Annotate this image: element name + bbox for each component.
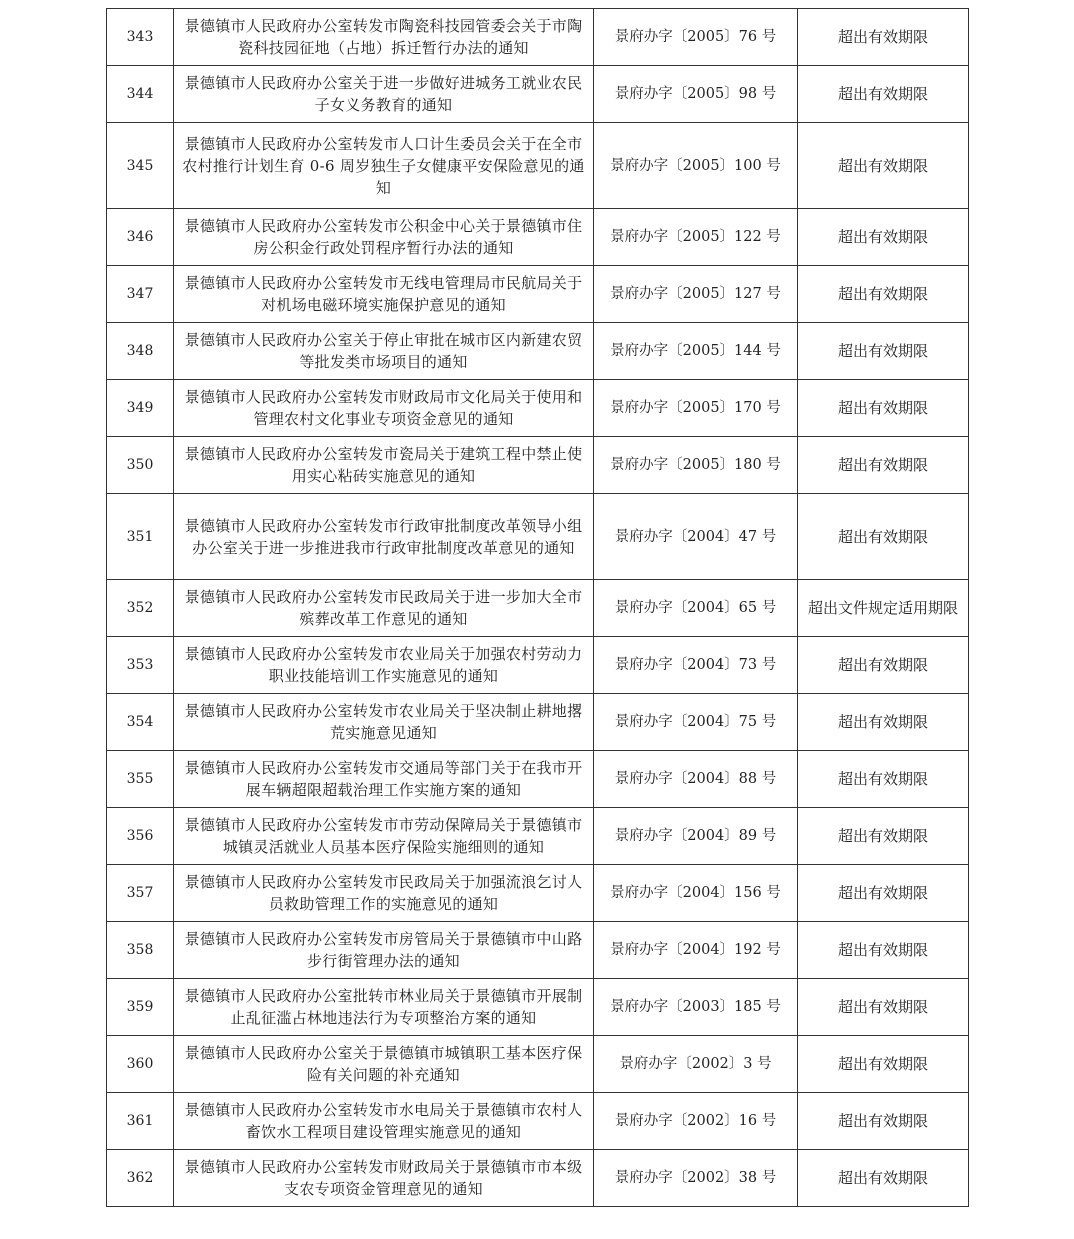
table-row bbox=[107, 751, 969, 808]
row-number: 357 bbox=[107, 865, 174, 922]
table-row bbox=[107, 323, 969, 380]
table-row bbox=[107, 865, 969, 922]
document-title: 景德镇市人民政府办公室转发市无线电管理局市民航局关于对机场电磁环境实施保护意见的通知 bbox=[174, 266, 594, 323]
repeal-reason: 超出有效期限 bbox=[798, 494, 969, 580]
document-title: 景德镇市人民政府办公室关于进一步做好进城务工就业农民子女义务教育的通知 bbox=[174, 66, 594, 123]
repeal-reason: 超出文件规定适用期限 bbox=[798, 580, 969, 637]
document-title: 景德镇市人民政府办公室转发市财政局市文化局关于使用和管理农村文化事业专项资金意见的通知 bbox=[174, 380, 594, 437]
repeal-reason: 超出有效期限 bbox=[798, 694, 969, 751]
row-number: 343 bbox=[107, 9, 174, 66]
row-number: 362 bbox=[107, 1150, 174, 1207]
row-number: 361 bbox=[107, 1093, 174, 1150]
repeal-reason: 超出有效期限 bbox=[798, 66, 969, 123]
document-title: 景德镇市人民政府办公室转发市水电局关于景德镇市农村人畜饮水工程项目建设管理实施意见的通知 bbox=[174, 1093, 594, 1150]
repeal-reason: 超出有效期限 bbox=[798, 979, 969, 1036]
repeal-reason: 超出有效期限 bbox=[798, 9, 969, 66]
row-number: 360 bbox=[107, 1036, 174, 1093]
document-title: 景德镇市人民政府办公室转发市财政局关于景德镇市市本级支农专项资金管理意见的通知 bbox=[174, 1150, 594, 1207]
row-number: 355 bbox=[107, 751, 174, 808]
document-title: 景德镇市人民政府办公室转发市公积金中心关于景德镇市住房公积金行政处罚程序暂行办法的通知 bbox=[174, 209, 594, 266]
row-number: 356 bbox=[107, 808, 174, 865]
document-number: 景府办字〔2003〕185 号 bbox=[594, 979, 798, 1036]
document-title: 景德镇市人民政府办公室转发市交通局等部门关于在我市开展车辆超限超载治理工作实施方案的通知 bbox=[174, 751, 594, 808]
row-number: 358 bbox=[107, 922, 174, 979]
document-number: 景府办字〔2002〕38 号 bbox=[594, 1150, 798, 1207]
document-title: 景德镇市人民政府办公室转发市市劳动保障局关于景德镇市城镇灵活就业人员基本医疗保险实施细则的通知 bbox=[174, 808, 594, 865]
table-row bbox=[107, 123, 969, 209]
document-number: 景府办字〔2005〕170 号 bbox=[594, 380, 798, 437]
document-title: 景德镇市人民政府办公室转发市农业局关于加强农村劳动力职业技能培训工作实施意见的通知 bbox=[174, 637, 594, 694]
table-body bbox=[107, 9, 969, 1207]
document-title: 景德镇市人民政府办公室转发市陶瓷科技园管委会关于市陶瓷科技园征地（占地）拆迁暂行办法的通知 bbox=[174, 9, 594, 66]
table-row bbox=[107, 922, 969, 979]
table-row bbox=[107, 209, 969, 266]
document-number: 景府办字〔2005〕122 号 bbox=[594, 209, 798, 266]
repeal-reason: 超出有效期限 bbox=[798, 323, 969, 380]
document-number: 景府办字〔2005〕180 号 bbox=[594, 437, 798, 494]
document-number: 景府办字〔2002〕3 号 bbox=[594, 1036, 798, 1093]
document-title: 景德镇市人民政府办公室转发市民政局关于进一步加大全市殡葬改革工作意见的通知 bbox=[174, 580, 594, 637]
row-number: 359 bbox=[107, 979, 174, 1036]
document-number: 景府办字〔2005〕98 号 bbox=[594, 66, 798, 123]
table-row bbox=[107, 494, 969, 580]
row-number: 353 bbox=[107, 637, 174, 694]
row-number: 348 bbox=[107, 323, 174, 380]
table-row bbox=[107, 66, 969, 123]
document-number: 景府办字〔2004〕73 号 bbox=[594, 637, 798, 694]
repeal-reason: 超出有效期限 bbox=[798, 437, 969, 494]
row-number: 354 bbox=[107, 694, 174, 751]
repeal-reason: 超出有效期限 bbox=[798, 751, 969, 808]
table-row bbox=[107, 380, 969, 437]
repeal-reason: 超出有效期限 bbox=[798, 1150, 969, 1207]
document-number: 景府办字〔2004〕192 号 bbox=[594, 922, 798, 979]
row-number: 351 bbox=[107, 494, 174, 580]
repeal-reason: 超出有效期限 bbox=[798, 380, 969, 437]
document-number: 景府办字〔2005〕76 号 bbox=[594, 9, 798, 66]
document-title: 景德镇市人民政府办公室关于停止审批在城市区内新建农贸等批发类市场项目的通知 bbox=[174, 323, 594, 380]
document-title: 景德镇市人民政府办公室转发市民政局关于加强流浪乞讨人员救助管理工作的实施意见的通知 bbox=[174, 865, 594, 922]
document-title: 景德镇市人民政府办公室关于景德镇市城镇职工基本医疗保险有关问题的补充通知 bbox=[174, 1036, 594, 1093]
document-number: 景府办字〔2004〕75 号 bbox=[594, 694, 798, 751]
table-row bbox=[107, 637, 969, 694]
document-number: 景府办字〔2004〕47 号 bbox=[594, 494, 798, 580]
row-number: 345 bbox=[107, 123, 174, 209]
row-number: 346 bbox=[107, 209, 174, 266]
row-number: 350 bbox=[107, 437, 174, 494]
row-number: 349 bbox=[107, 380, 174, 437]
repeal-reason: 超出有效期限 bbox=[798, 209, 969, 266]
document-number: 景府办字〔2005〕127 号 bbox=[594, 266, 798, 323]
table-row bbox=[107, 1036, 969, 1093]
document-title: 景德镇市人民政府办公室转发市人口计生委员会关于在全市农村推行计划生育 0-6 周岁独生子女健康平安保险意见的通知 bbox=[174, 123, 594, 209]
table-row bbox=[107, 694, 969, 751]
document-number: 景府办字〔2004〕65 号 bbox=[594, 580, 798, 637]
table-row bbox=[107, 266, 969, 323]
repeal-reason: 超出有效期限 bbox=[798, 808, 969, 865]
document-number: 景府办字〔2005〕144 号 bbox=[594, 323, 798, 380]
table-row bbox=[107, 979, 969, 1036]
row-number: 352 bbox=[107, 580, 174, 637]
document-title: 景德镇市人民政府办公室批转市林业局关于景德镇市开展制止乱征滥占林地违法行为专项整治方案的通知 bbox=[174, 979, 594, 1036]
document-number: 景府办字〔2004〕89 号 bbox=[594, 808, 798, 865]
repeal-reason: 超出有效期限 bbox=[798, 637, 969, 694]
document-number: 景府办字〔2004〕88 号 bbox=[594, 751, 798, 808]
repealed-documents-table bbox=[106, 8, 969, 1207]
document-title: 景德镇市人民政府办公室转发市农业局关于坚决制止耕地撂荒实施意见通知 bbox=[174, 694, 594, 751]
document-title: 景德镇市人民政府办公室转发市房管局关于景德镇市中山路步行街管理办法的通知 bbox=[174, 922, 594, 979]
table-row bbox=[107, 580, 969, 637]
repeal-reason: 超出有效期限 bbox=[798, 1036, 969, 1093]
table-row bbox=[107, 1150, 969, 1207]
table-row bbox=[107, 9, 969, 66]
document-title: 景德镇市人民政府办公室转发市行政审批制度改革领导小组办公室关于进一步推进我市行政审批制度改革意见的通知 bbox=[174, 494, 594, 580]
repeal-reason: 超出有效期限 bbox=[798, 922, 969, 979]
repeal-reason: 超出有效期限 bbox=[798, 1093, 969, 1150]
repeal-reason: 超出有效期限 bbox=[798, 123, 969, 209]
table-row bbox=[107, 1093, 969, 1150]
document-number: 景府办字〔2002〕16 号 bbox=[594, 1093, 798, 1150]
row-number: 344 bbox=[107, 66, 174, 123]
row-number: 347 bbox=[107, 266, 174, 323]
document-number: 景府办字〔2005〕100 号 bbox=[594, 123, 798, 209]
repeal-reason: 超出有效期限 bbox=[798, 865, 969, 922]
table-row bbox=[107, 437, 969, 494]
repeal-reason: 超出有效期限 bbox=[798, 266, 969, 323]
table-row bbox=[107, 808, 969, 865]
document-title: 景德镇市人民政府办公室转发市瓷局关于建筑工程中禁止使用实心粘砖实施意见的通知 bbox=[174, 437, 594, 494]
document-number: 景府办字〔2004〕156 号 bbox=[594, 865, 798, 922]
